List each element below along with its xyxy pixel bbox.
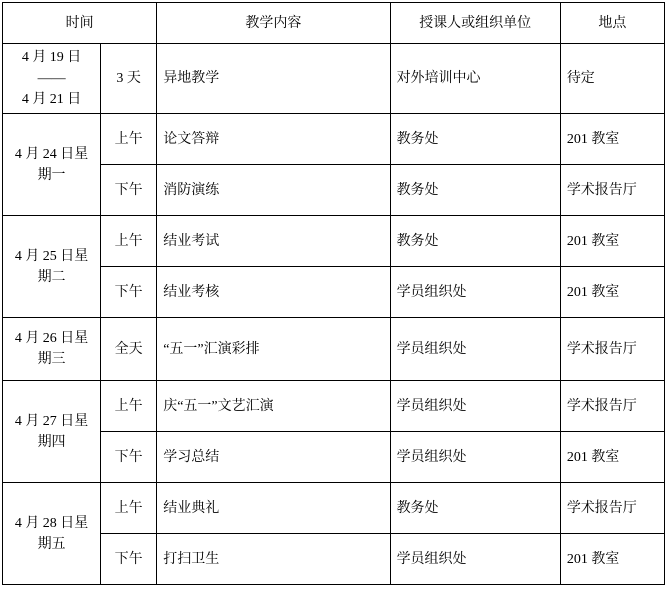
date-line: 4 月 28 日星 bbox=[14, 515, 89, 531]
cell-period: 下午 bbox=[101, 267, 157, 318]
schedule-table bbox=[2, 2, 665, 585]
table-row bbox=[3, 165, 665, 216]
cell-period: 下午 bbox=[101, 165, 157, 216]
date-line: 4 月 27 日星 bbox=[14, 413, 89, 429]
table-row bbox=[3, 318, 665, 381]
cell-date bbox=[3, 114, 101, 216]
header-content: 教学内容 bbox=[157, 3, 390, 44]
date-line: 期四 bbox=[37, 434, 66, 450]
cell-owner: 对外培训中心 bbox=[390, 44, 560, 114]
cell-place: 学术报告厅 bbox=[560, 381, 664, 432]
cell-date bbox=[3, 483, 101, 585]
table-row bbox=[3, 267, 665, 318]
cell-place: 学术报告厅 bbox=[560, 483, 664, 534]
table-header-row bbox=[3, 3, 665, 44]
cell-period: 下午 bbox=[101, 534, 157, 585]
table-header bbox=[3, 3, 665, 44]
cell-owner: 教务处 bbox=[390, 165, 560, 216]
cell-owner: 学员组织处 bbox=[390, 432, 560, 483]
cell-period: 上午 bbox=[101, 381, 157, 432]
date-line: 4 月 19 日 bbox=[21, 50, 82, 65]
cell-topic: 学习总结 bbox=[157, 432, 390, 483]
cell-period: 上午 bbox=[101, 114, 157, 165]
cell-owner: 学员组织处 bbox=[390, 381, 560, 432]
date-line: —— bbox=[37, 71, 66, 86]
cell-place: 学术报告厅 bbox=[560, 318, 664, 381]
date-line: 4 月 21 日 bbox=[21, 92, 82, 107]
header-time: 时间 bbox=[3, 3, 157, 44]
cell-period: 3 天 bbox=[101, 44, 157, 114]
date-line: 期五 bbox=[37, 536, 66, 552]
cell-period: 全天 bbox=[101, 318, 157, 381]
cell-period: 上午 bbox=[101, 216, 157, 267]
cell-period: 上午 bbox=[101, 483, 157, 534]
cell-topic: “五一”汇演彩排 bbox=[157, 318, 390, 381]
cell-place: 201 教室 bbox=[560, 216, 664, 267]
header-place: 地点 bbox=[560, 3, 664, 44]
date-line: 期一 bbox=[37, 167, 66, 183]
table-body bbox=[3, 44, 665, 585]
cell-owner: 教务处 bbox=[390, 216, 560, 267]
date-line: 期三 bbox=[37, 352, 66, 367]
table-row bbox=[3, 534, 665, 585]
table-row bbox=[3, 114, 665, 165]
cell-topic: 庆“五一”文艺汇演 bbox=[157, 381, 390, 432]
table-row bbox=[3, 381, 665, 432]
cell-owner: 学员组织处 bbox=[390, 267, 560, 318]
cell-date bbox=[3, 44, 101, 114]
date-line: 4 月 25 日星 bbox=[14, 248, 89, 264]
cell-topic: 打扫卫生 bbox=[157, 534, 390, 585]
header-owner: 授课人或组织单位 bbox=[390, 3, 560, 44]
cell-owner: 学员组织处 bbox=[390, 534, 560, 585]
cell-period: 下午 bbox=[101, 432, 157, 483]
table-row bbox=[3, 483, 665, 534]
cell-place: 201 教室 bbox=[560, 534, 664, 585]
cell-place: 201 教室 bbox=[560, 432, 664, 483]
date-line: 4 月 26 日星 bbox=[14, 331, 89, 346]
cell-date bbox=[3, 318, 101, 381]
cell-place: 学术报告厅 bbox=[560, 165, 664, 216]
cell-topic: 结业考试 bbox=[157, 216, 390, 267]
date-line: 期二 bbox=[37, 269, 66, 285]
table-row bbox=[3, 432, 665, 483]
cell-topic: 消防演练 bbox=[157, 165, 390, 216]
cell-topic: 论文答辩 bbox=[157, 114, 390, 165]
cell-owner: 学员组织处 bbox=[390, 318, 560, 381]
cell-place: 待定 bbox=[560, 44, 664, 114]
cell-topic: 异地教学 bbox=[157, 44, 390, 114]
cell-topic: 结业典礼 bbox=[157, 483, 390, 534]
cell-topic: 结业考核 bbox=[157, 267, 390, 318]
cell-owner: 教务处 bbox=[390, 114, 560, 165]
table-row bbox=[3, 44, 665, 114]
cell-place: 201 教室 bbox=[560, 267, 664, 318]
cell-place: 201 教室 bbox=[560, 114, 664, 165]
date-line: 4 月 24 日星 bbox=[14, 146, 89, 162]
cell-date bbox=[3, 381, 101, 483]
cell-owner: 教务处 bbox=[390, 483, 560, 534]
cell-date bbox=[3, 216, 101, 318]
table-row bbox=[3, 216, 665, 267]
